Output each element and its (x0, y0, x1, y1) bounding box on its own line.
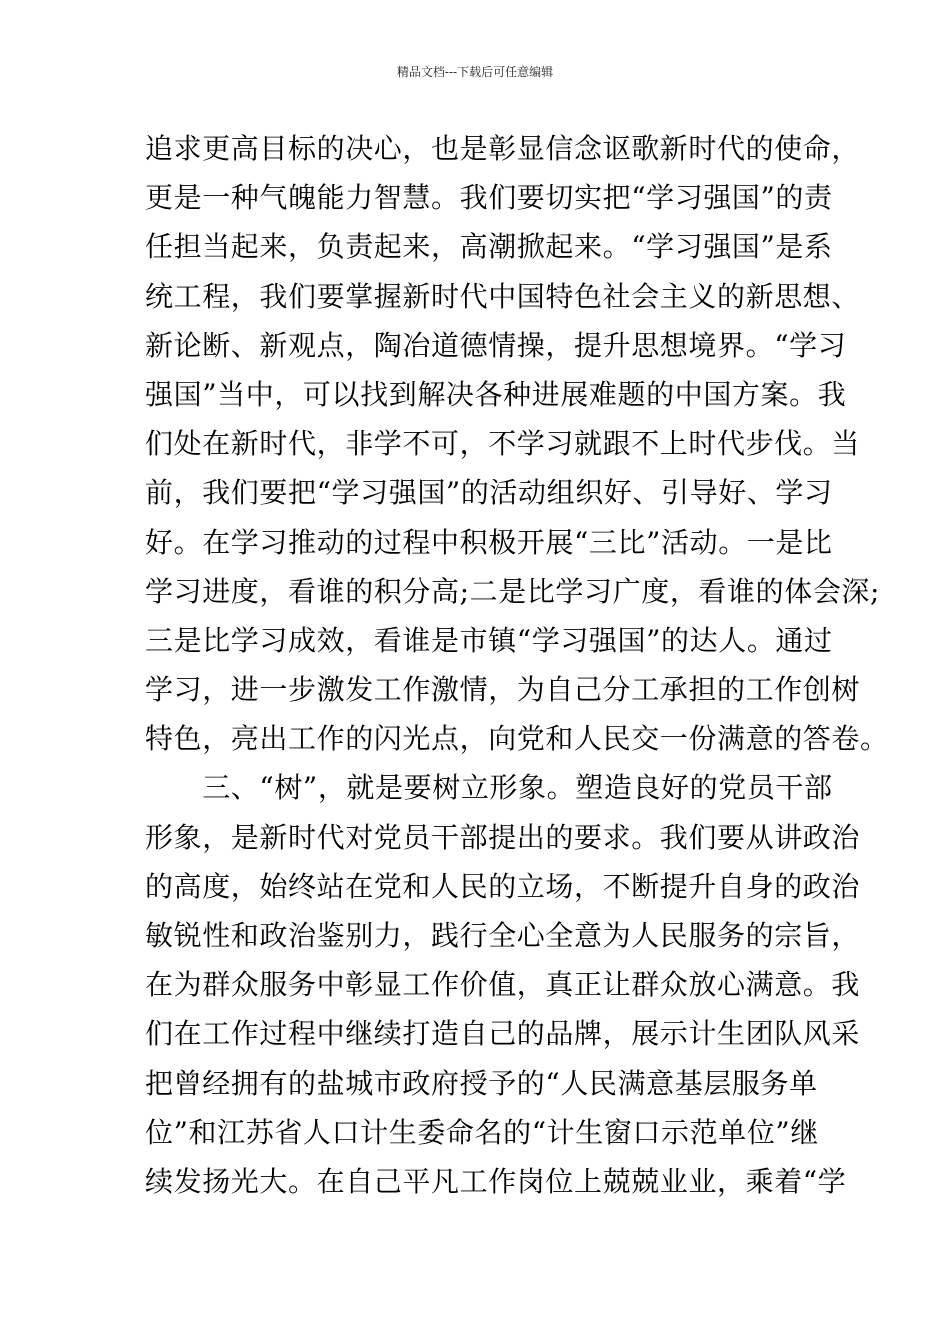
text-line: 们在工作过程中继续打造自己的品牌，展示计生团队风采 (145, 1017, 861, 1051)
text-line: 的高度，始终站在党和人民的立场，不断提升自身的政治 (145, 869, 861, 903)
text-line: 在为群众服务中彰显工作价值，真正让群众放心满意。我 (145, 968, 861, 1002)
text-line: 任担当起来，负责起来，高潮掀起来。“学习强国”是系 (145, 230, 833, 264)
text-line: 统工程，我们要掌握新时代中国特色社会主义的新思想、 (145, 279, 861, 313)
text-line: 把曾经拥有的盐城市政府授予的“人民满意基层服务单 (145, 1066, 818, 1100)
page-header: 精品文档---下载后可任意编辑 (396, 65, 554, 79)
paragraph-start-line: 三、“树”，就是要树立形象。塑造良好的党员干部 (145, 771, 833, 805)
text-line: 续发扬光大。在自己平凡工作岗位上兢兢业业，乘着“学 (145, 1164, 847, 1198)
text-line: 学习进度，看谁的积分高;二是比学习广度，看谁的体会深; (145, 574, 881, 608)
text-line: 追求更高目标的决心，也是彰显信念讴歌新时代的使命， (145, 132, 861, 165)
text-line: 新论断、新观点，陶冶道德情操，提升思想境界。“学习 (145, 328, 847, 362)
text-line: 三是比学习成效，看谁是市镇“学习强国”的达人。通过 (145, 623, 833, 657)
text-line: 形象，是新时代对党员干部提出的要求。我们要从讲政治 (145, 820, 861, 854)
text-line: 学习，进一步激发工作激情，为自己分工承担的工作创树 (145, 673, 861, 707)
document-body (145, 124, 889, 1206)
text-line: 特色，亮出工作的闪光点，向党和人民交一份满意的答卷。 (145, 722, 889, 756)
text-line: 敏锐性和政治鉴别力，践行全心全意为人民服务的宗旨， (145, 919, 861, 952)
text-line: 位”和江苏省人口计生委命名的“计生窗口示范单位”继 (145, 1115, 819, 1149)
text-line: 好。在学习推动的过程中积极开展“三比”活动。一是比 (145, 525, 833, 559)
text-line: 强国”当中，可以找到解决各种进展难题的中国方案。我 (145, 377, 847, 411)
text-line: 们处在新时代，非学不可，不学习就跟不上时代步伐。当 (145, 427, 861, 461)
text-line: 更是一种气魄能力智慧。我们要切实把“学习强国”的责 (145, 181, 833, 215)
text-line: 前，我们要把“学习强国”的活动组织好、引导好、学习 (145, 476, 833, 510)
